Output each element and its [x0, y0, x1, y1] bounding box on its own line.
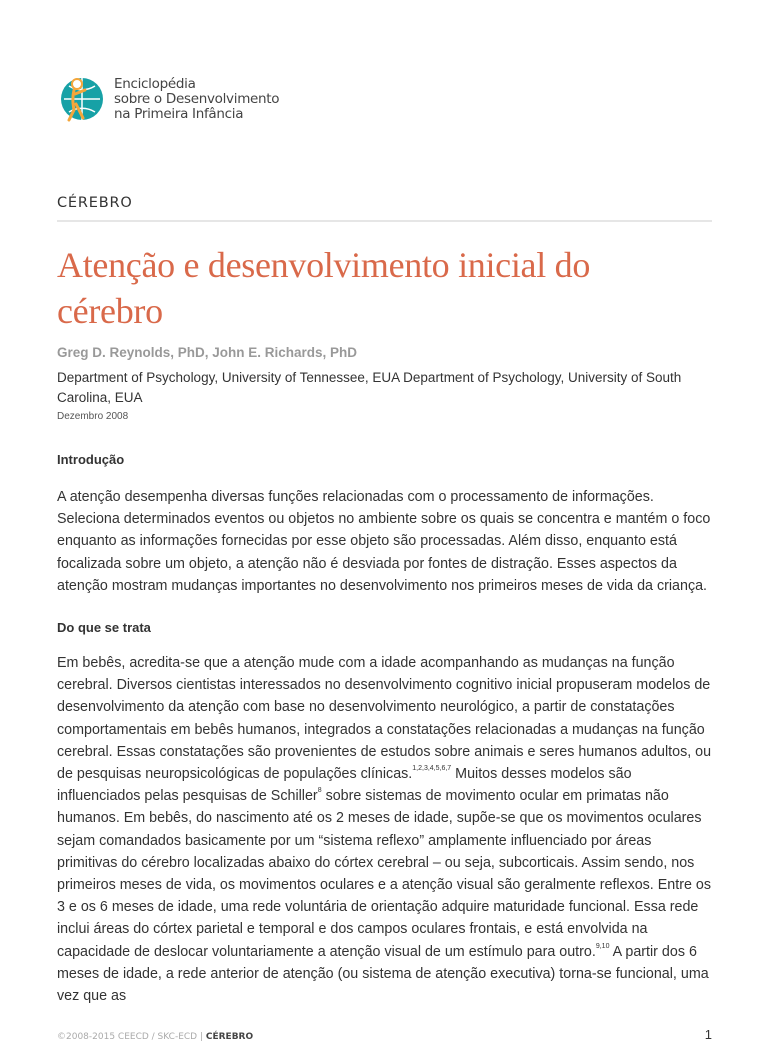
intro-heading: Introdução	[57, 452, 125, 467]
subject-paragraph	[57, 652, 712, 1007]
divider	[57, 220, 712, 222]
intro-paragraph: A atenção desempenha diversas funções relacionadas com o processamento de informações. Seleciona determinados eventos ou objetos no ambiente sobre os quais se concentra e mantém o foco enquanto as informações fornecidas por esse objeto são processadas. Além disso, enquanto está focalizada sobre um objeto, a atenção não é desviada por fontes de distração. Esses aspectos da atenção mostram mudanças importantes no desenvolvimento nos primeiros meses de vida da criança.	[57, 489, 711, 594]
publication-date: Dezembro 2008	[57, 411, 129, 422]
text: sobre sistemas de movimento ocular em primatas não humanos. Em bebês, do nascimento até os 2 meses de idade, supõe-se que os movimentos oculares sejam comandados basicamente por um “sistema reflexo” amplamente influenciado por áreas primitivas do cérebro localizadas abaixo do córtex cerebral – ou seja, subcorticais. Assim sendo, nos primeiros meses de vida, os movimentos oculares e a atenção visual são geralmente reflexos. Entre os 3 e os 6 meses de idade, uma rede voluntária de orientação adquire maturidade funcional. Essa rede inclui áreas do córtex parietal e temporal e dos campos oculares frontais, e está envolvida na capacidade de deslocar voluntariamente a atenção visual de um estímulo para outro.	[57, 788, 711, 960]
section-label: CÉREBRO	[57, 195, 133, 211]
copyright: ©2008-2015 CEECD / SKC-ECD |	[57, 1032, 206, 1043]
encyclopedia-logo	[56, 74, 712, 124]
logo-line: na Primeira Infância	[114, 105, 244, 122]
authors: Greg D. Reynolds, PhD, John E. Richards, PhD	[57, 345, 358, 360]
logo-text	[114, 77, 279, 122]
citation[interactable]: 8	[317, 787, 322, 795]
text: Muitos desses modelos são influenciados pelas pesquisas de Schiller	[57, 766, 632, 805]
page-title: Atenção e desenvolvimento inicial do cérebro	[57, 245, 591, 331]
footer	[57, 1007, 712, 1042]
logo-line: Enciclopédia	[114, 75, 196, 92]
text: A partir dos 6 meses de idade, a rede anterior de atenção (ou sistema de atenção executiva) torna-se funcional, uma vez que as	[57, 943, 709, 1005]
footer-copyright	[57, 1032, 253, 1042]
citation[interactable]: 9,10	[595, 942, 610, 950]
footer-section: CÉREBRO	[205, 1032, 254, 1043]
citation[interactable]: 1,2,3,4,5,6,7	[412, 765, 452, 773]
globe-child-logo-icon	[56, 74, 106, 124]
subject-heading: Do que se trata	[57, 620, 151, 636]
text: Em bebês, acredita-se que a atenção mude com a idade acompanhando as mudanças na função cerebral. Diversos cientistas interessados no desenvolvimento cognitivo inicial propuseram modelos de desenvolvimento da atenção com base no desenvolvimento neurológico, a partir de constatações comportamentais em bebês humanos, integrados a constatações relacionadas a mudanças na função cerebral. Essas constatações são provenientes de estudos sobre animais e seres humanos adultos, ou de pesquisas neuropsicológicas de populações clínicas.	[57, 655, 712, 783]
logo-line: sobre o Desenvolvimento	[114, 90, 280, 107]
page-number: 1	[704, 1027, 712, 1043]
affiliation: Department of Psychology, University of Tennessee, EUA Department of Psychology, University of South Carolina, EUA	[57, 370, 682, 405]
